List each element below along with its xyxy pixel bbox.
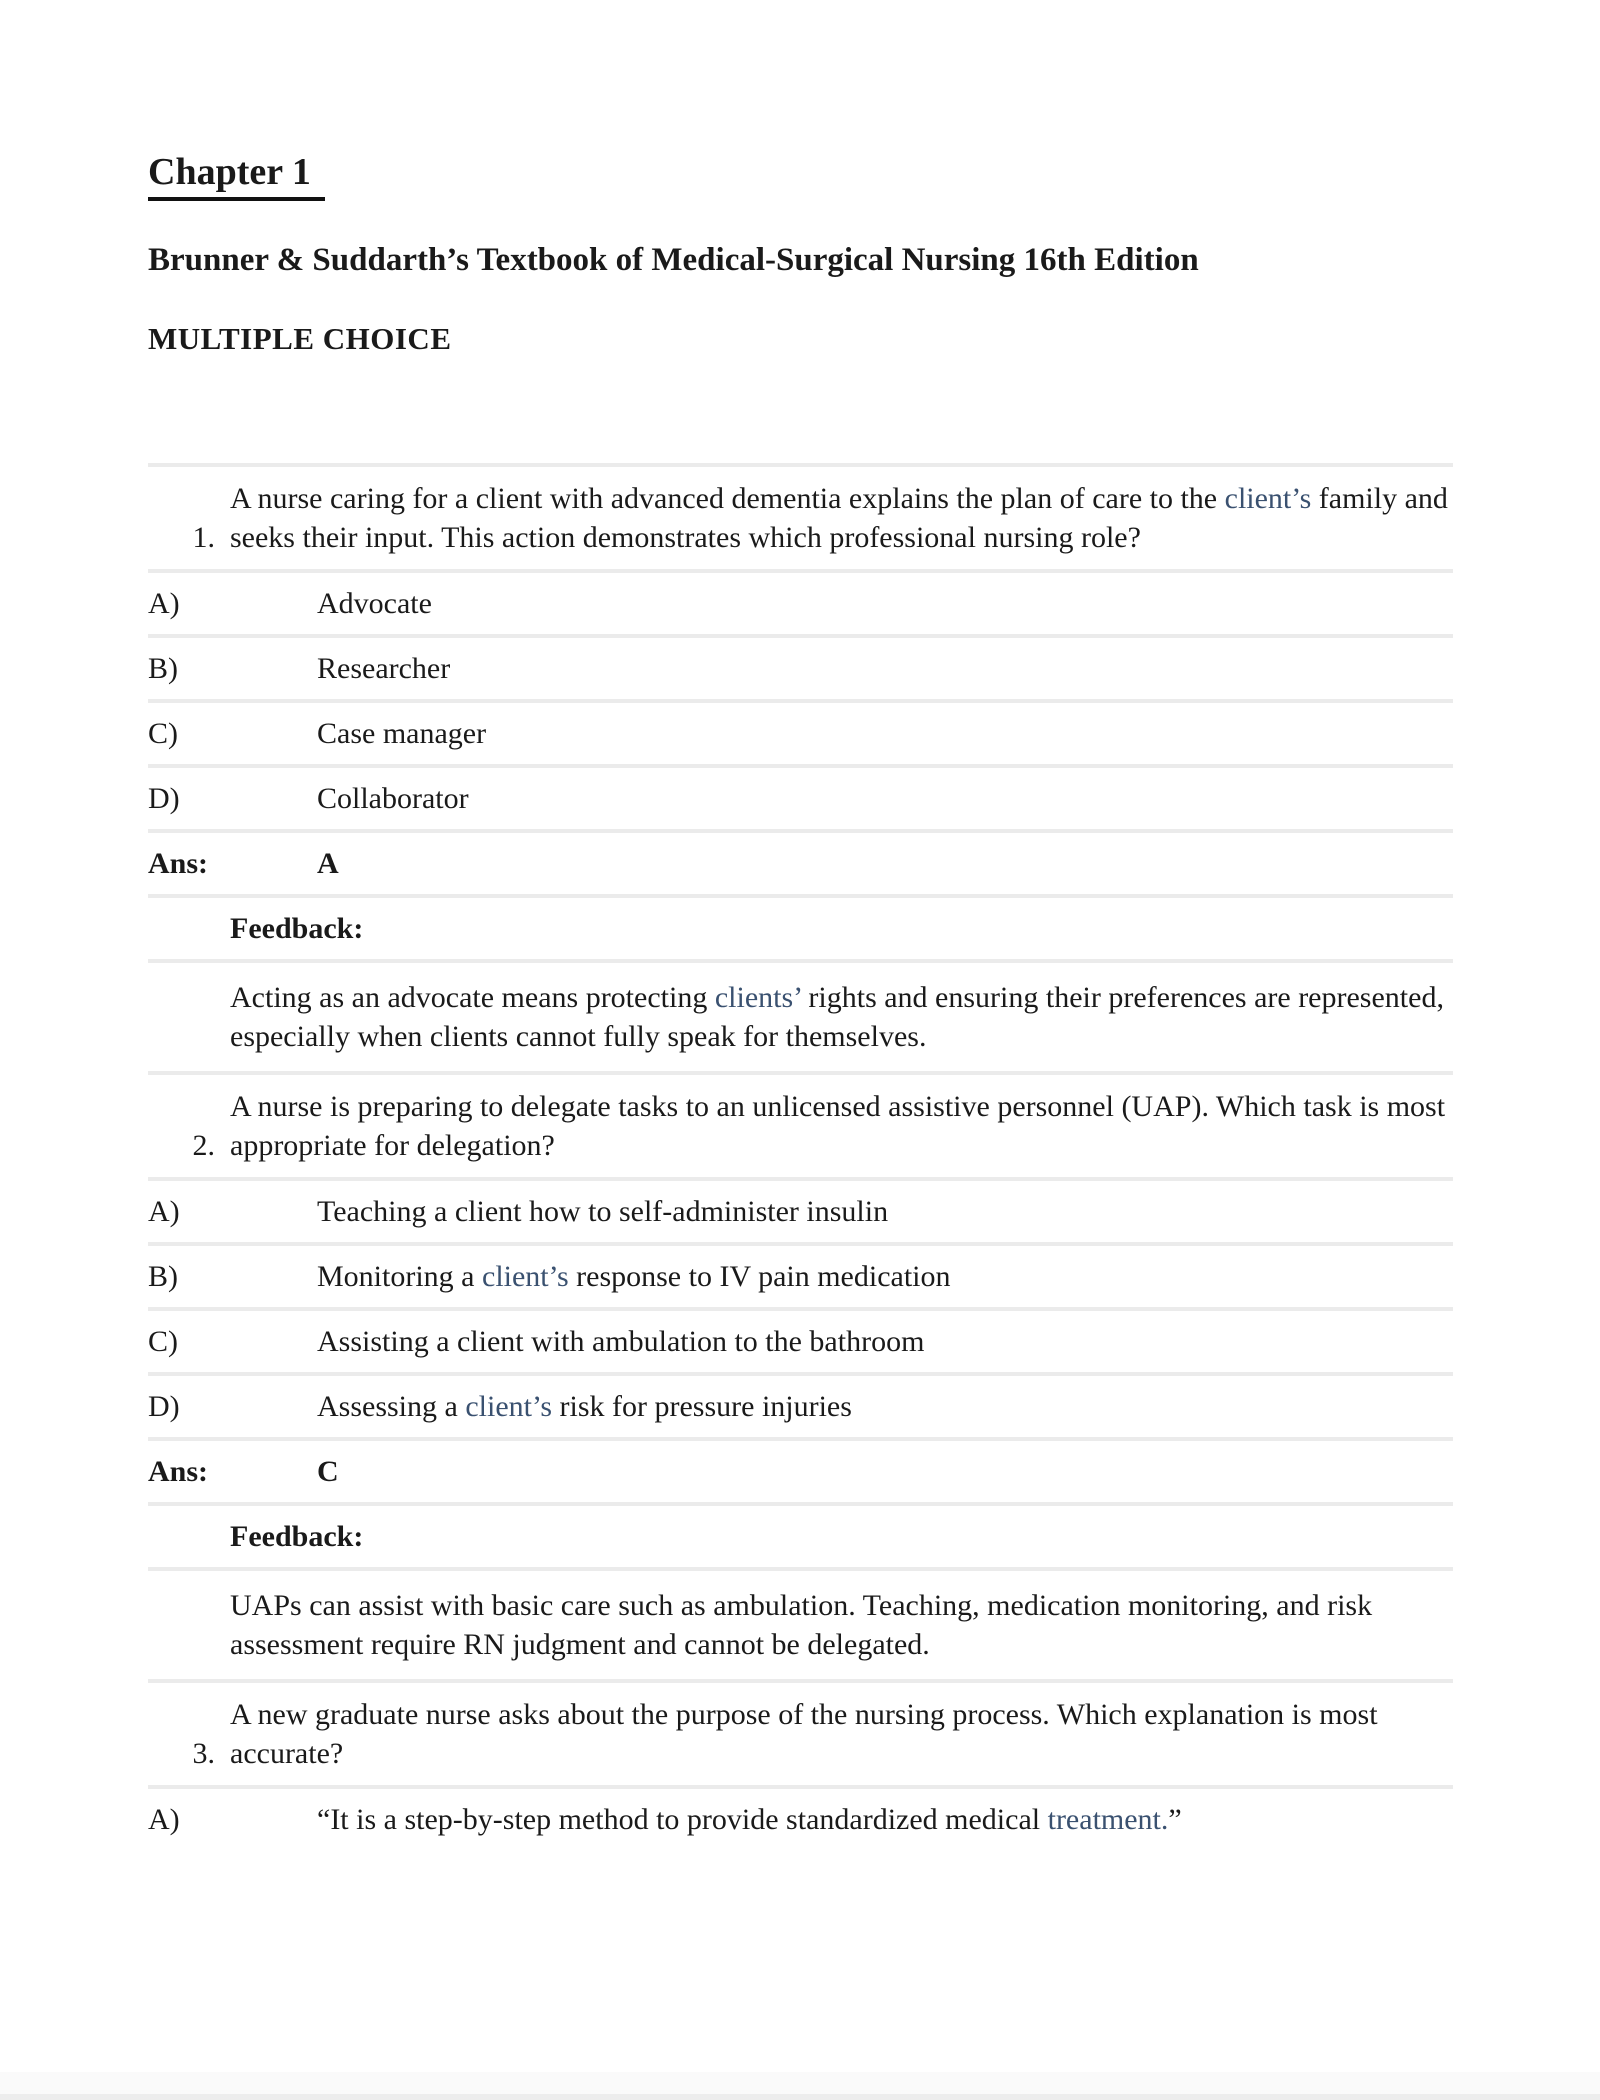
text-segment: Acting as an advocate means protecting	[230, 981, 715, 1014]
highlighted-term: client’s	[465, 1390, 552, 1423]
text-segment: Advocate	[317, 587, 432, 620]
feedback-label: Feedback:	[230, 1520, 364, 1553]
text-segment: Collaborator	[317, 782, 469, 815]
option-text	[317, 1800, 1453, 1839]
option-row	[148, 1242, 1453, 1307]
option-text	[317, 1192, 1453, 1231]
feedback-label-row	[148, 894, 1453, 959]
text-segment: Assisting a client with ambulation to the bathroom	[317, 1325, 925, 1358]
option-letter: C)	[148, 717, 178, 750]
answer-value: C	[317, 1455, 339, 1488]
text-segment: A nurse is preparing to delegate tasks to an unlicensed assistive personnel (UAP). Which task is most appropriate for delegation?	[230, 1090, 1446, 1162]
feedback-label-row	[148, 1502, 1453, 1567]
question-text	[230, 479, 1453, 557]
feedback-text-row	[148, 1567, 1453, 1679]
option-row	[148, 569, 1453, 634]
option-row	[148, 1177, 1453, 1242]
text-segment: rights and ensuring their preferences are represented, especially when clients cannot fully speak for themselves.	[230, 981, 1444, 1053]
option-letter: A)	[148, 1803, 180, 1836]
option-row	[148, 1372, 1453, 1437]
text-segment: Monitoring a	[317, 1260, 482, 1293]
option-letter: D)	[148, 782, 180, 815]
question-number: 2.	[192, 1129, 215, 1162]
text-segment: ”	[1168, 1803, 1182, 1836]
feedback-label: Feedback:	[230, 912, 364, 945]
question-text	[230, 1695, 1453, 1773]
option-letter: C)	[148, 1325, 178, 1358]
answer-label: Ans:	[148, 1455, 209, 1488]
option-text	[317, 649, 1453, 688]
question-row	[148, 463, 1453, 569]
feedback-text	[148, 1586, 1453, 1664]
answer-label: Ans:	[148, 847, 209, 880]
question-number: 3.	[192, 1737, 215, 1770]
text-segment: Assessing a	[317, 1390, 466, 1423]
feedback-text-row	[148, 959, 1453, 1071]
option-row	[148, 634, 1453, 699]
option-letter: B)	[148, 652, 178, 685]
option-row	[148, 1785, 1453, 1850]
text-segment: A nurse caring for a client with advanced dementia explains the plan of care to the	[230, 482, 1225, 515]
question-table	[148, 463, 1453, 1850]
page-break-edge	[0, 2094, 1600, 2100]
option-letter: B)	[148, 1260, 178, 1293]
page-break-band	[0, 2072, 1600, 2100]
text-segment: “It is a step-by-step method to provide standardized medical	[317, 1803, 1048, 1836]
answer-row	[148, 829, 1453, 894]
highlighted-term: treatment.	[1047, 1803, 1169, 1836]
text-segment: family and seeks their input. This action demonstrates which professional nursing role?	[230, 482, 1448, 554]
text-segment: A new graduate nurse asks about the purpose of the nursing process. Which explanation is most accurate?	[230, 1698, 1378, 1770]
text-segment: Case manager	[317, 717, 487, 750]
option-letter: A)	[148, 1195, 180, 1228]
text-segment: Researcher	[317, 652, 451, 685]
option-text	[317, 584, 1453, 623]
question-row	[148, 1071, 1453, 1177]
answer-value: A	[317, 847, 339, 880]
option-row	[148, 699, 1453, 764]
text-segment: UAPs can assist with basic care such as ambulation. Teaching, medication monitoring, and risk assessment require RN judgment and cannot be delegated.	[230, 1589, 1373, 1661]
highlighted-term: client’s	[482, 1260, 569, 1293]
book-title: Brunner & Suddarth’s Textbook of Medical-Surgical Nursing 16th Edition	[148, 242, 1199, 278]
highlighted-term: client’s	[1224, 482, 1312, 515]
option-text	[317, 1322, 1453, 1361]
question-number: 1.	[192, 521, 215, 554]
option-letter: D)	[148, 1390, 180, 1423]
text-segment: risk for pressure injuries	[552, 1390, 852, 1423]
feedback-text	[148, 978, 1453, 1056]
option-row	[148, 1307, 1453, 1372]
option-row	[148, 764, 1453, 829]
answer-row	[148, 1437, 1453, 1502]
text-segment: response to IV pain medication	[568, 1260, 951, 1293]
question-text	[230, 1087, 1453, 1165]
option-text	[317, 779, 1453, 818]
option-text	[317, 1257, 1453, 1296]
text-segment: Teaching a client how to self-administer insulin	[317, 1195, 889, 1228]
option-letter: A)	[148, 587, 180, 620]
section-label: MULTIPLE CHOICE	[148, 321, 452, 356]
question-row	[148, 1679, 1453, 1785]
option-text	[317, 1387, 1453, 1426]
option-text	[317, 714, 1453, 753]
highlighted-term: clients’	[714, 981, 801, 1014]
document-header	[148, 150, 1458, 357]
chapter-title: Chapter 1	[148, 150, 325, 201]
